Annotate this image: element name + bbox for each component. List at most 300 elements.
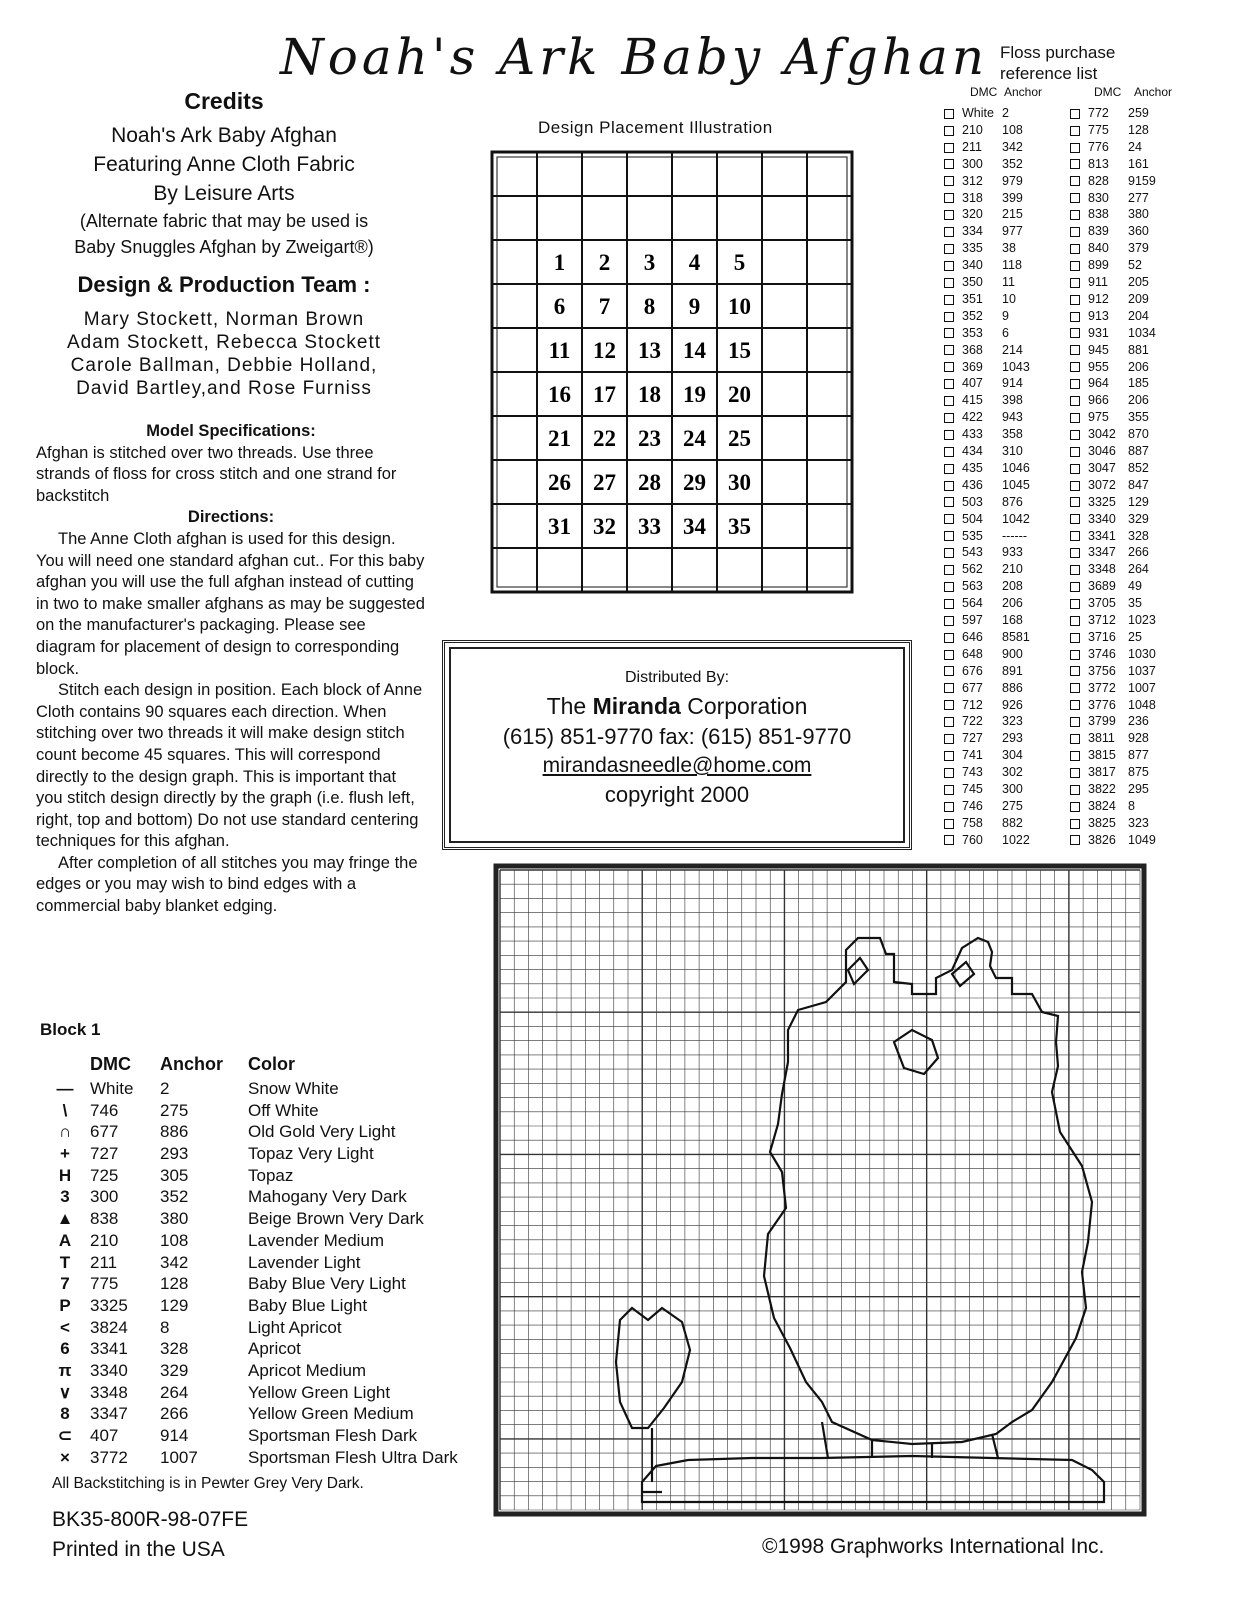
floss-dmc: 334 [962, 224, 983, 239]
floss-anchor: 35 [1128, 596, 1142, 611]
floss-dmc: 3716 [1088, 629, 1116, 644]
floss-row [1070, 511, 1149, 528]
placement-block-number: 27 [593, 470, 616, 495]
floss-dmc: 368 [962, 342, 983, 357]
floss-anchor: 209 [1128, 291, 1149, 306]
legend-anchor: 914 [160, 1426, 189, 1445]
legend-symbol: ▲ [56, 1209, 74, 1229]
floss-dmc: 318 [962, 190, 983, 205]
checkbox-icon[interactable] [1070, 278, 1080, 288]
checkbox-icon[interactable] [1070, 768, 1080, 778]
legend-dmc: 838 [90, 1209, 119, 1229]
checkbox-icon[interactable] [944, 514, 954, 524]
checkbox-icon[interactable] [1070, 481, 1080, 491]
floss-row [1070, 494, 1149, 511]
floss-anchor: 2 [1002, 106, 1009, 120]
placement-block-number: 12 [593, 338, 616, 363]
trunk-shape [894, 1030, 938, 1074]
checkbox-icon[interactable] [944, 176, 954, 186]
floss-row [1070, 832, 1156, 849]
floss-dmc: 369 [962, 359, 983, 374]
checkbox-icon[interactable] [1070, 548, 1080, 558]
legend-color: Snow White [248, 1079, 339, 1098]
floss-anchor: 206 [1002, 596, 1023, 611]
checkbox-icon[interactable] [944, 345, 954, 355]
floss-anchor: 108 [1002, 122, 1023, 137]
legend-color: Yellow Green Medium [248, 1404, 414, 1424]
floss-dmc: 3340 [1088, 511, 1116, 526]
legend-anchor: 293 [160, 1144, 189, 1164]
checkbox-icon[interactable] [944, 227, 954, 237]
floss-anchor: 275 [1002, 798, 1023, 813]
floss-anchor: 928 [1128, 731, 1149, 746]
floss-row [944, 595, 1023, 612]
floss-anchor: 1042 [1002, 511, 1030, 526]
checkbox-icon[interactable] [944, 295, 954, 305]
checkbox-icon[interactable] [944, 143, 954, 153]
checkbox-icon[interactable] [1070, 802, 1080, 812]
floss-dmc: 435 [962, 460, 983, 475]
floss-row [1070, 460, 1149, 477]
checkbox-icon[interactable] [944, 616, 954, 626]
legend-row [40, 1382, 458, 1404]
floss-row [1070, 257, 1142, 274]
checkbox-icon[interactable] [1070, 650, 1080, 660]
floss-dmc: 3776 [1088, 697, 1116, 712]
checkbox-icon[interactable] [1070, 261, 1080, 271]
floss-dmc: 3072 [1088, 477, 1116, 492]
floss-dmc: 415 [962, 393, 983, 408]
floss-dmc: 3825 [1088, 815, 1116, 830]
floss-row [1070, 325, 1156, 342]
placement-block-number: 4 [688, 250, 701, 275]
checkbox-icon[interactable] [944, 734, 954, 744]
floss-dmc: 407 [962, 376, 983, 391]
floss-row [944, 122, 1023, 139]
floss-row [944, 629, 1030, 646]
floss-row [944, 443, 1023, 460]
legend-symbol: — [56, 1079, 74, 1098]
checkbox-icon[interactable] [944, 650, 954, 660]
floss-row [1070, 646, 1156, 663]
floss-anchor: 208 [1002, 579, 1023, 594]
floss-dmc: 646 [962, 629, 983, 644]
checkbox-icon[interactable] [944, 261, 954, 271]
floss-row [944, 173, 1023, 190]
placement-illustration [488, 148, 860, 598]
floss-dmc: 340 [962, 258, 983, 273]
checkbox-icon[interactable] [1070, 700, 1080, 710]
floss-dmc: 597 [962, 613, 983, 627]
checkbox-icon[interactable] [1070, 396, 1080, 406]
checkbox-icon[interactable] [944, 396, 954, 406]
floss-dmc: 813 [1088, 156, 1109, 171]
floss-row [944, 528, 1027, 545]
floss-anchor: 887 [1128, 444, 1149, 458]
floss-row [1070, 274, 1149, 291]
team-member: Carole Ballman, Debbie Holland, [70, 355, 378, 376]
checkbox-icon[interactable] [944, 582, 954, 592]
checkbox-icon[interactable] [1070, 565, 1080, 575]
floss-anchor: 264 [1128, 562, 1149, 577]
checkbox-icon[interactable] [1070, 193, 1080, 203]
floss-anchor: 358 [1002, 427, 1023, 442]
checkbox-icon[interactable] [944, 109, 954, 119]
checkbox-icon[interactable] [944, 278, 954, 288]
floss-anchor: 882 [1002, 815, 1023, 830]
checkbox-icon[interactable] [1070, 109, 1080, 119]
team-member: David Bartley,and Rose Furniss [76, 378, 372, 399]
legend-row [40, 1425, 458, 1447]
floss-dmc: 503 [962, 494, 983, 509]
credits-line: (Alternate fabric that may be used is [79, 211, 369, 231]
checkbox-icon[interactable] [1070, 464, 1080, 474]
floss-dmc: 722 [962, 714, 983, 729]
floss-anchor: 877 [1128, 748, 1149, 763]
floss-dmc: 210 [962, 122, 983, 137]
floss-row [1070, 359, 1149, 376]
checkbox-icon[interactable] [1070, 599, 1080, 609]
floss-anchor: 300 [1002, 782, 1023, 796]
specs-heading: Model Specifications: [146, 422, 316, 440]
placement-block-number: 18 [638, 382, 661, 407]
floss-dmc: 3822 [1088, 782, 1116, 796]
checkbox-icon[interactable] [1070, 531, 1080, 541]
checkbox-icon[interactable] [944, 700, 954, 710]
floss-dmc: 504 [962, 511, 983, 526]
floss-anchor: 210 [1002, 562, 1023, 577]
floss-anchor: 185 [1128, 376, 1149, 391]
checkbox-icon[interactable] [944, 312, 954, 322]
legend-symbol: < [60, 1317, 70, 1337]
checkbox-icon[interactable] [944, 379, 954, 389]
floss-anchor: 168 [1002, 613, 1023, 627]
floss-row [944, 561, 1023, 578]
floss-anchor: 875 [1128, 765, 1149, 780]
floss-row [944, 713, 1023, 730]
floss-row [944, 544, 1023, 561]
block-title: Block 1 [40, 1020, 101, 1039]
checkbox-icon[interactable] [1070, 717, 1080, 727]
placement-block-number: 13 [638, 338, 661, 363]
legend-color: Yellow Green Light [248, 1382, 391, 1402]
floss-anchor: 295 [1128, 782, 1149, 796]
placement-block-number: 31 [548, 514, 571, 539]
floss-dmc: 964 [1088, 376, 1109, 391]
floss-dmc: 3046 [1088, 444, 1116, 458]
placement-block-number: 21 [548, 426, 571, 451]
floss-anchor: 1043 [1002, 359, 1030, 374]
checkbox-icon[interactable] [944, 430, 954, 440]
floss-dmc: 3817 [1088, 765, 1116, 780]
floss-row [1070, 713, 1149, 730]
checkbox-icon[interactable] [944, 819, 954, 829]
checkbox-icon[interactable] [1070, 734, 1080, 744]
floss-anchor: 206 [1128, 359, 1149, 374]
floss-anchor: ------ [1002, 528, 1027, 543]
legend-row [40, 1295, 458, 1317]
checkbox-icon[interactable] [944, 126, 954, 136]
checkbox-icon[interactable] [944, 328, 954, 338]
checkbox-icon[interactable] [1070, 143, 1080, 153]
placement-block-number: 35 [728, 514, 751, 539]
legend-row [40, 1121, 458, 1143]
floss-dmc: 760 [962, 832, 983, 847]
floss-dmc: 312 [962, 173, 983, 188]
checkbox-icon[interactable] [944, 548, 954, 558]
legend-dmc: 211 [90, 1252, 118, 1272]
floss-anchor: 236 [1128, 714, 1149, 729]
floss-row [944, 375, 1023, 392]
floss-title-line: reference list [1000, 64, 1098, 83]
checkbox-icon[interactable] [944, 244, 954, 254]
floss-anchor: 398 [1002, 393, 1023, 408]
floss-dmc: 543 [962, 545, 983, 560]
checkbox-icon[interactable] [1070, 328, 1080, 338]
legend-color: Lavender Light [248, 1252, 361, 1272]
floss-anchor: 329 [1128, 511, 1149, 526]
floss-row [944, 730, 1023, 747]
legend-row [40, 1317, 458, 1339]
floss-row [944, 781, 1023, 798]
floss-anchor: 380 [1128, 207, 1149, 222]
checkbox-icon[interactable] [1070, 616, 1080, 626]
checkbox-icon[interactable] [944, 481, 954, 491]
team-member: Mary Stockett, Norman Brown [83, 309, 365, 330]
floss-dmc: 3756 [1088, 663, 1116, 678]
floss-row [1070, 561, 1149, 578]
floss-dmc: 3042 [1088, 427, 1116, 442]
legend-symbol: 7 [60, 1274, 70, 1294]
floss-anchor: 310 [1002, 444, 1023, 458]
floss-header-dmc: DMC [970, 85, 998, 99]
floss-dmc: 3799 [1088, 714, 1116, 729]
floss-dmc: 3826 [1088, 832, 1116, 847]
legend-symbol: 6 [60, 1339, 70, 1359]
checkbox-icon[interactable] [944, 683, 954, 693]
placement-block-number: 16 [548, 382, 571, 407]
checkbox-icon[interactable] [1070, 447, 1080, 457]
floss-row [1070, 629, 1142, 646]
checkbox-icon[interactable] [944, 768, 954, 778]
checkbox-icon[interactable] [1070, 379, 1080, 389]
checkbox-icon[interactable] [1070, 312, 1080, 322]
floss-anchor: 852 [1128, 460, 1149, 475]
floss-dmc: 3325 [1088, 494, 1116, 509]
team-member: Adam Stockett, Rebecca Stockett [66, 332, 382, 353]
checkbox-icon[interactable] [1070, 295, 1080, 305]
legend-color: Topaz Very Light [248, 1144, 374, 1164]
credits-line: Noah's Ark Baby Afghan [111, 124, 337, 147]
distributor-label: Distributed By: [624, 669, 730, 686]
legend-anchor: 264 [160, 1382, 189, 1402]
checkbox-icon[interactable] [1070, 785, 1080, 795]
directions-paragraph: Stitch each design in position. Each block of Anne Cloth contains 90 squares each direction. When stitching over two threads it will make design stitch count become 45 squares. This will correspond directly to the design graph. This is important that you stitch design directly by the graph (i.e. flush left, right, top and bottom) Do not use standard centering techniques for this afghan. [36, 681, 423, 851]
legend-color: Mahogany Very Dark [248, 1187, 407, 1207]
directions-paragraph: The Anne Cloth afghan is used for this design. You will need one standard afghan cut.. For this baby afghan you will use the full afghan instead of cutting in two to make smaller afghans as may be suggested on the manufacturer's packaging. Please see diagram for placement of design to corresponding block. [36, 529, 425, 678]
floss-dmc: 3705 [1088, 596, 1116, 611]
legend-symbol: ∩ [58, 1122, 72, 1142]
checkbox-icon[interactable] [944, 464, 954, 474]
checkbox-icon[interactable] [1070, 633, 1080, 643]
floss-anchor: 1046 [1002, 460, 1030, 475]
checkbox-icon[interactable] [1070, 176, 1080, 186]
floss-dmc: 776 [1088, 139, 1109, 154]
distributor-name [445, 693, 909, 720]
checkbox-icon[interactable] [944, 210, 954, 220]
floss-anchor: 891 [1002, 663, 1023, 678]
checkbox-icon[interactable] [1070, 514, 1080, 524]
floss-dmc: 712 [962, 697, 983, 712]
checkbox-icon[interactable] [944, 835, 954, 845]
checkbox-icon[interactable] [1070, 345, 1080, 355]
checkbox-icon[interactable] [944, 497, 954, 507]
checkbox-icon[interactable] [944, 599, 954, 609]
checkbox-icon[interactable] [1070, 835, 1080, 845]
checkbox-icon[interactable] [1070, 210, 1080, 220]
footer-code-block [52, 1505, 248, 1565]
floss-row [1070, 764, 1149, 781]
floss-row [944, 832, 1030, 849]
specs-section [36, 421, 426, 918]
placement-block-number: 19 [683, 382, 706, 407]
checkbox-icon[interactable] [944, 362, 954, 372]
floss-row [1070, 308, 1149, 325]
floss-row [1070, 223, 1149, 240]
checkbox-icon[interactable] [1070, 430, 1080, 440]
checkbox-icon[interactable] [1070, 683, 1080, 693]
legend-row [40, 1338, 458, 1360]
floss-row [1070, 528, 1149, 545]
distributor-name-pre: The [546, 693, 593, 719]
floss-anchor: 1030 [1128, 646, 1156, 661]
checkbox-icon[interactable] [944, 447, 954, 457]
legend-color: Old Gold Very Light [248, 1122, 396, 1142]
floss-dmc: 3347 [1088, 545, 1116, 560]
floss-dmc: 975 [1088, 410, 1109, 425]
floss-row [1070, 375, 1149, 392]
checkbox-icon[interactable] [1070, 362, 1080, 372]
legend-anchor: 2 [160, 1079, 170, 1098]
floss-dmc: 955 [1088, 359, 1109, 374]
floss-row [944, 257, 1022, 274]
checkbox-icon[interactable] [1070, 751, 1080, 761]
distributor-email[interactable]: mirandasneedle@home.com [542, 754, 812, 777]
legend-anchor: 380 [160, 1209, 189, 1229]
floss-anchor: 205 [1128, 275, 1149, 289]
legend-color: Light Apricot [248, 1317, 342, 1337]
checkbox-icon[interactable] [944, 565, 954, 575]
legend-dmc: 3772 [90, 1447, 128, 1467]
checkbox-icon[interactable] [944, 159, 954, 169]
checkbox-icon[interactable] [1070, 497, 1080, 507]
floss-dmc: 677 [962, 680, 983, 695]
floss-dmc: 436 [962, 477, 983, 492]
credits-line: By Leisure Arts [153, 182, 295, 205]
legend-row [40, 1360, 458, 1382]
floss-row [1070, 240, 1149, 257]
checkbox-icon[interactable] [944, 193, 954, 203]
floss-dmc: 350 [962, 275, 983, 289]
floss-dmc: 351 [962, 291, 983, 306]
legend-dmc: 3347 [90, 1404, 128, 1424]
floss-header-anchor: Anchor [1004, 85, 1043, 99]
floss-dmc: 352 [962, 308, 983, 323]
placement-block-number: 3 [643, 250, 656, 275]
floss-anchor: 8 [1128, 798, 1135, 813]
checkbox-icon[interactable] [1070, 413, 1080, 423]
floss-anchor: 933 [1002, 545, 1023, 560]
checkbox-icon[interactable] [944, 633, 954, 643]
floss-anchor: 355 [1128, 410, 1149, 425]
floss-anchor: 323 [1128, 815, 1149, 830]
floss-anchor: 9159 [1128, 173, 1156, 188]
floss-row [1070, 156, 1149, 173]
eye-left [848, 958, 868, 984]
legend-symbol: P [59, 1295, 71, 1315]
legend-color: Sportsman Flesh Dark [248, 1426, 418, 1445]
floss-dmc: 775 [1088, 122, 1109, 137]
placement-block-number: 32 [593, 514, 616, 539]
legend-row [40, 1447, 458, 1469]
checkbox-icon[interactable] [944, 802, 954, 812]
floss-dmc: 3689 [1088, 579, 1116, 594]
floss-anchor: 206 [1128, 393, 1149, 408]
checkbox-icon[interactable] [944, 717, 954, 727]
floss-anchor: 129 [1128, 494, 1149, 509]
credits-line: Baby Snuggles Afghan by Zweigart®) [74, 237, 374, 257]
floss-row [1070, 477, 1149, 494]
checkbox-icon[interactable] [944, 531, 954, 541]
checkbox-icon[interactable] [1070, 244, 1080, 254]
legend-row [40, 1143, 458, 1165]
floss-dmc: White [962, 106, 994, 120]
floss-dmc: 3047 [1088, 460, 1116, 475]
checkbox-icon[interactable] [1070, 819, 1080, 829]
placement-block-number: 34 [683, 514, 706, 539]
legend-color: Lavender Medium [248, 1230, 385, 1250]
floss-row [944, 477, 1030, 494]
floss-anchor: 302 [1002, 765, 1023, 780]
checkbox-icon[interactable] [1070, 126, 1080, 136]
floss-anchor: 926 [1002, 697, 1023, 712]
checkbox-icon[interactable] [1070, 582, 1080, 592]
checkbox-icon[interactable] [1070, 159, 1080, 169]
checkbox-icon[interactable] [944, 413, 954, 423]
block-header-anchor: Anchor [160, 1054, 223, 1074]
legend-row [40, 1100, 458, 1122]
floss-row [1070, 578, 1142, 595]
checkbox-icon[interactable] [944, 751, 954, 761]
floss-dmc: 966 [1088, 393, 1109, 408]
legend-color: Beige Brown Very Dark [248, 1209, 424, 1229]
checkbox-icon[interactable] [944, 666, 954, 676]
legend-anchor: 128 [160, 1274, 189, 1294]
floss-anchor: 1023 [1128, 613, 1156, 627]
legend-dmc: 407 [90, 1426, 119, 1445]
legend-anchor: 275 [160, 1100, 189, 1120]
checkbox-icon[interactable] [1070, 666, 1080, 676]
checkbox-icon[interactable] [1070, 227, 1080, 237]
legend-row [40, 1208, 458, 1230]
floss-dmc: 840 [1088, 241, 1109, 256]
floss-row [944, 206, 1023, 223]
placement-block-number: 15 [728, 338, 751, 363]
floss-row [1070, 663, 1156, 680]
checkbox-icon[interactable] [944, 785, 954, 795]
floss-dmc: 211 [962, 139, 982, 154]
legend-color: Sportsman Flesh Ultra Dark [248, 1447, 458, 1467]
